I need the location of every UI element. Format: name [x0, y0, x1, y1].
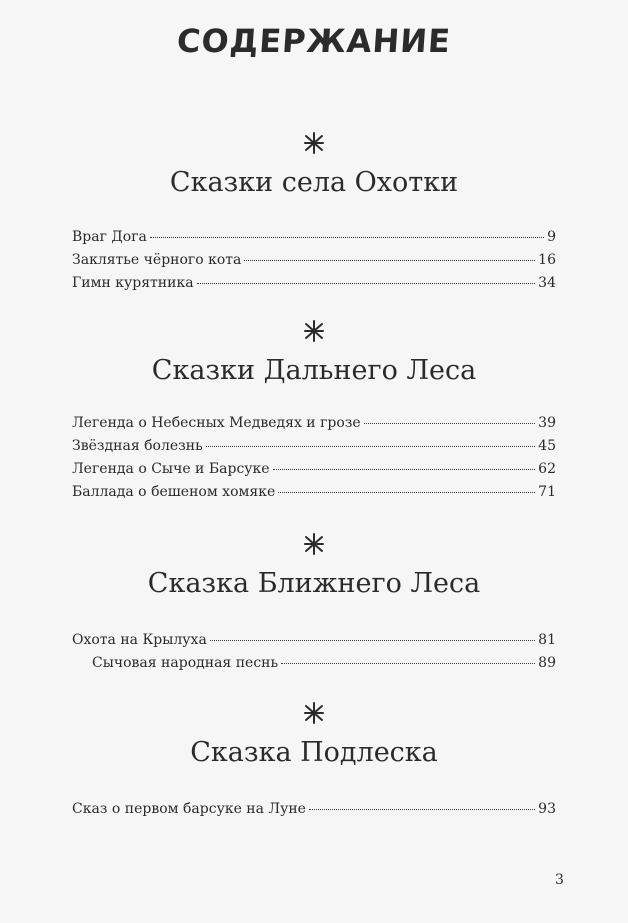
toc-entry[interactable] [72, 458, 556, 481]
toc-entry[interactable] [72, 249, 556, 272]
section-heading: Сказка Ближнего Леса [147, 568, 481, 599]
toc-list-3 [72, 629, 556, 675]
section-2 [0, 320, 628, 390]
toc-entry-page: 34 [538, 275, 556, 291]
leader-dots [364, 422, 535, 424]
toc-list-2 [72, 412, 556, 504]
leader-dots [281, 662, 535, 664]
toc-entry-label: Заклятье чёрного кота [72, 252, 242, 268]
toc-entry-page: 71 [538, 484, 556, 500]
toc-entry-label: Звёздная болезнь [72, 438, 203, 454]
leader-dots [278, 491, 535, 493]
leader-dots [309, 808, 535, 810]
toc-entry-page: 62 [538, 461, 556, 477]
toc-entry-page: 93 [538, 801, 556, 817]
star-burst-icon [303, 702, 325, 724]
toc-entry-label: Сказ о первом барсуке на Луне [72, 801, 306, 817]
toc-entry-label: Гимн курятника [72, 275, 194, 291]
toc-entry[interactable] [72, 272, 556, 295]
star-burst-icon [303, 533, 325, 555]
section-heading: Сказки села Охотки [169, 167, 459, 198]
toc-entry-page: 39 [538, 415, 556, 431]
toc-entry[interactable] [72, 481, 556, 504]
leader-dots [244, 259, 535, 261]
leader-dots [197, 282, 536, 284]
leader-dots [150, 236, 544, 238]
toc-entry[interactable] [72, 629, 556, 652]
toc-entry-page: 89 [538, 655, 556, 671]
toc-entry[interactable] [72, 412, 556, 435]
toc-entry-label: Легенда о Небесных Медведях и грозе [72, 415, 361, 431]
section-heading: Сказки Дальнего Леса [151, 355, 477, 386]
toc-entry[interactable] [72, 226, 556, 249]
toc-entry-page: 16 [538, 252, 556, 268]
toc-entry[interactable] [72, 652, 556, 675]
toc-entry-page: 9 [547, 229, 556, 245]
leader-dots [206, 445, 535, 447]
toc-entry-page: 81 [538, 632, 556, 648]
toc-entry-label: Враг Дога [72, 229, 147, 245]
toc-entry-label: Охота на Крылуха [72, 632, 207, 648]
toc-entry-label: Легенда о Сыче и Барсуке [72, 461, 270, 477]
star-burst-icon [303, 132, 325, 154]
section-1 [0, 132, 628, 202]
toc-entry[interactable] [72, 798, 556, 821]
section-3 [0, 533, 628, 603]
section-heading: Сказка Подлеска [190, 737, 438, 768]
leader-dots [210, 639, 535, 641]
leader-dots [273, 468, 536, 470]
page-title: СОДЕРЖАНИЕ [175, 22, 453, 60]
toc-entry-label: Сычовая народная песнь [92, 655, 279, 671]
toc-entry-page: 45 [538, 438, 556, 454]
toc-list-1 [72, 226, 556, 295]
toc-entry-label: Баллада о бешеном хомяке [72, 484, 276, 500]
star-burst-icon [303, 320, 325, 342]
toc-list-4 [72, 798, 556, 821]
toc-entry[interactable] [72, 435, 556, 458]
page-number: 3 [555, 872, 564, 888]
section-4 [0, 702, 628, 772]
